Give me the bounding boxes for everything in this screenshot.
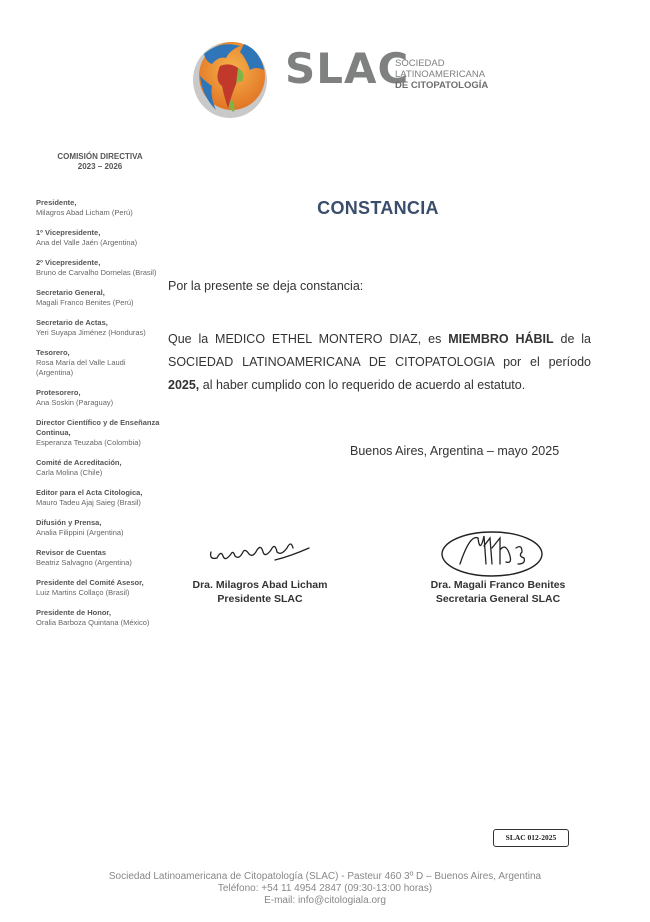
logo-full-name: [395, 58, 515, 91]
board-member: [36, 228, 162, 248]
document-body: [168, 328, 591, 397]
logo-line3: DE CITOPATOLOGÍA: [395, 80, 489, 91]
body-bold-1: MIEMBRO HÁBIL: [448, 332, 554, 346]
logo-line1: SOCIEDAD: [395, 58, 445, 69]
president-title: Presidente SLAC: [217, 593, 303, 605]
signature-block-secretary: [418, 578, 578, 606]
board-member-role: 2º Vicepresidente,: [36, 258, 101, 267]
board-member-role: Revisor de Cuentas: [36, 548, 107, 557]
board-member-role: Editor para el Acta Citologica,: [36, 488, 143, 497]
board-member: [36, 348, 162, 378]
board-member-name: Magali Franco Benites (Perú): [36, 298, 134, 307]
board-member: [36, 548, 162, 568]
secretary-title: Secretaria General SLAC: [435, 593, 561, 605]
board-member: [36, 418, 162, 448]
board-member-role: 1º Vicepresidente,: [36, 228, 101, 237]
board-member-name: Ana del Valle Jaén (Argentina): [36, 238, 138, 247]
board-member-role: Difusión y Prensa,: [36, 518, 102, 527]
body-bold-2: 2025,: [168, 378, 200, 392]
logo-acronym: SLAC: [285, 44, 410, 93]
board-member: [36, 458, 162, 478]
signature-president: [205, 530, 315, 570]
footer: [50, 871, 600, 907]
signature-secretary: [440, 524, 550, 580]
board-member-role: Comité de Acreditación,: [36, 458, 122, 467]
reference-number: SLAC 012-2025: [493, 829, 569, 847]
board-member: [36, 258, 162, 278]
globe-icon: [190, 36, 270, 120]
board-member-role: Presidente de Honor,: [36, 608, 112, 617]
board-member-role: Secretario de Actas,: [36, 318, 108, 327]
document-title: CONSTANCIA: [317, 198, 439, 218]
board-member-role: Tesorero,: [36, 348, 70, 357]
board-member-name: Luiz Martins Collaço (Brasil): [36, 588, 130, 597]
board-member-name: Beatriz Salvagno (Argentina): [36, 558, 132, 567]
board-member-name: Esperanza Teuzaba (Colombia): [36, 438, 141, 447]
board-member-name: Yeri Suyapa Jiménez (Honduras): [36, 328, 146, 337]
board-member-name: Oralia Barboza Quintana (México): [36, 618, 150, 627]
board-member: [36, 518, 162, 538]
board-member: [36, 608, 162, 628]
board-sidebar: [36, 152, 162, 638]
board-member: [36, 318, 162, 338]
slac-logo: [190, 36, 490, 120]
logo-line2: LATINOAMERICANA: [395, 69, 486, 80]
board-member-name: Rosa María del Valle Laudi (Argentina): [36, 358, 126, 377]
board-member: [36, 288, 162, 308]
board-member-name: Carla Molina (Chile): [36, 468, 103, 477]
body-text-1: Que la MEDICO ETHEL MONTERO DIAZ, es: [168, 332, 449, 346]
board-member: [36, 198, 162, 218]
footer-address: Sociedad Latinoamericana de Citopatología (SLAC) - Pasteur 460 3º D – Buenos Aires, Argentina: [108, 871, 542, 882]
secretary-name: Dra. Magali Franco Benites: [430, 579, 566, 591]
board-member-role: Protesorero,: [36, 388, 81, 397]
document-intro: Por la presente se deja constancia:: [168, 279, 364, 293]
board-member-name: Mauro Tadeu Ajaj Saieg (Brasil): [36, 498, 141, 507]
board-member-role: Director Científico y de Enseñanza Continua,: [36, 418, 160, 437]
board-member-role: Presidente,: [36, 198, 77, 207]
body-text-2: de la SOCIEDAD LATINOAMERICANA DE CITOPATOLOGIA por el período: [168, 332, 591, 369]
board-member-name: Ana Soskin (Paraguay): [36, 398, 114, 407]
board-member-name: Analia Filippini (Argentina): [36, 528, 124, 537]
board-heading: [36, 152, 164, 172]
board-member: [36, 488, 162, 508]
board-member: [36, 388, 162, 408]
signature-block-president: [180, 578, 340, 606]
board-member: [36, 578, 162, 598]
footer-email: E-mail: info@citologiala.org: [264, 895, 386, 906]
board-heading-period: 2023 – 2026: [77, 162, 123, 171]
board-member-role: Secretario General,: [36, 288, 105, 297]
board-member-role: Presidente del Comité Asesor,: [36, 578, 144, 587]
board-member-name: Bruno de Carvalho Dornelas (Brasil): [36, 268, 157, 277]
president-name: Dra. Milagros Abad Licham: [192, 579, 328, 591]
place-date: Buenos Aires, Argentina – mayo 2025: [350, 444, 560, 458]
body-text-3: al haber cumplido con lo requerido de acuerdo al estatuto.: [199, 378, 526, 392]
board-members: [36, 198, 162, 628]
board-member-name: Milagros Abad Licham (Perú): [36, 208, 133, 217]
board-heading-title: COMISIÓN DIRECTIVA: [57, 152, 143, 161]
footer-phone: Teléfono: +54 11 4954 2847 (09:30-13:00 horas): [217, 883, 433, 894]
